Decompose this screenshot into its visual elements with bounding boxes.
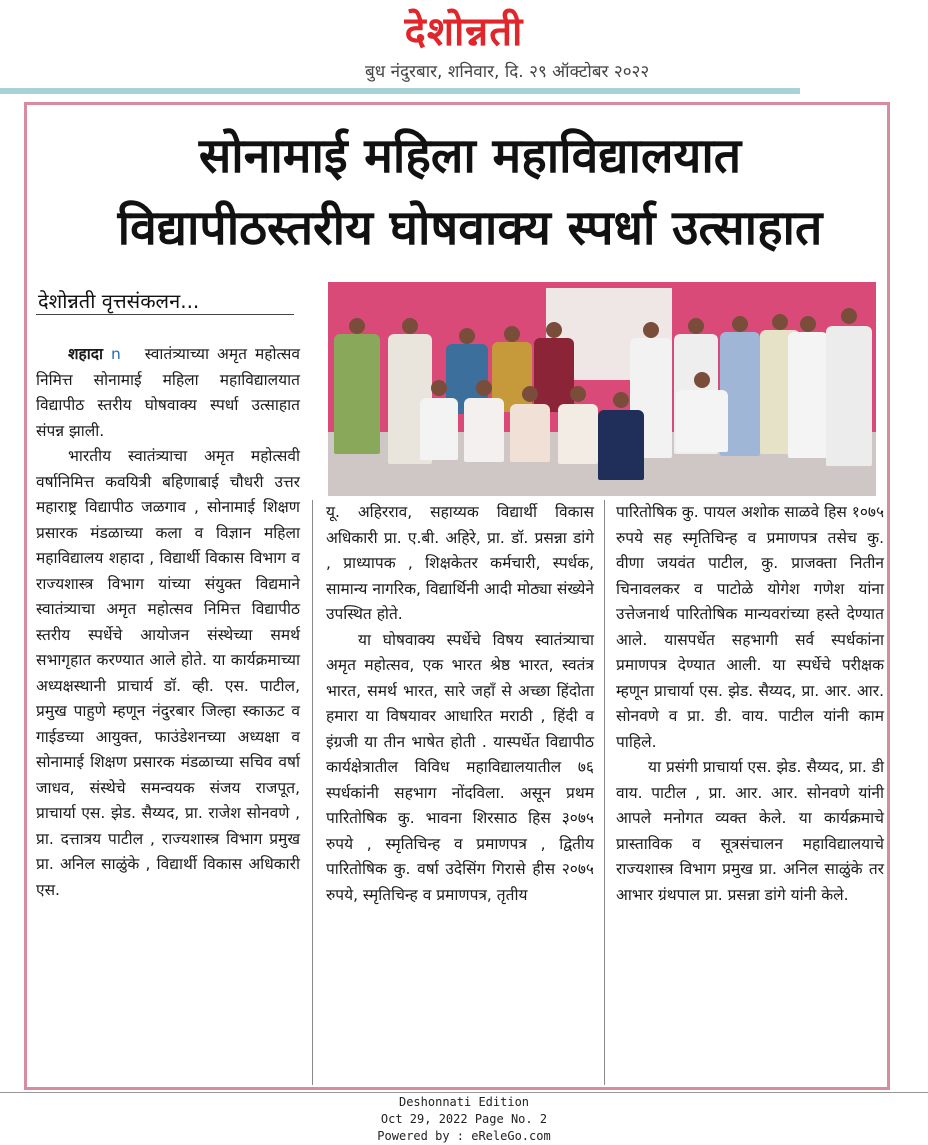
paragraph: पारितोषिक कु. पायल अशोक साळवे हिस १०७५ रुपये सह स्मृतिचिन्ह व प्रमाणपत्र तसेच कु. वीणा जयवंत पाटील, कु. प्राजक्ता नितीन चिनावलकर व पाटोळे योगेश गणेश यांना उत्तेजनार्थ पारितोषिक मान्यवरांच्या हस्ते देण्यात आले. यासपर्धेत सहभागी सर्व स्पर्धकांना प्रमाणपत्र देण्यात आली. या स्पर्धेचे परीक्षक म्हणून प्राचार्या एस. झेड. सैय्यद, प्रा. आर. आर. सोनवणे व प्रा. डी. वाय. पाटील यांनी काम पाहिले.	[616, 503, 884, 751]
person-head	[431, 380, 447, 396]
column-divider	[312, 500, 313, 1085]
paragraph: भारतीय स्वातंत्र्याचा अमृत महोत्सवी वर्षानिमित्त कवयित्री बहिणाबाई चौधरी उत्तर महाराष्ट्र विद्यापीठ जळगाव , सोनामाई शिक्षण प्रसारक मंडळाच्या कला व विज्ञान महिला महाविद्यालय शहादा , विद्यार्थी विकास विभाग व राज्यशास्त्र विभाग यांच्या संयुक्त विद्यमाने स्वातंत्र्याचा अमृत महोत्सव निमित्त विद्यापीठ स्तरीय स्पर्धेचे आयोजन संस्थेच्या समर्थ सभागृहात करण्यात आले होते. या कार्यक्रमाच्या अध्यक्षस्थानी प्राचार्य डॉ. व्ही. एस. पाटील, प्रमुख पाहुणे म्हणून नंदुरबार जिल्हा स्काऊट व गाईडच्या आयुक्त, फाउंडेशनच्या अध्यक्षा व सोनामाई शिक्षण प्रसारक मंडळाच्या सचिव वर्षा जाधव, संस्थेचे समन्वयक संजय राजपूत, प्राचार्या एस. झेड. सैय्यद, प्रा. राजेश सोनवणे , प्रा. दत्तात्रय पाटील , राज्यशास्त्र विभाग प्रमुख प्रा. अनिल साळुंके , विद्यार्थी विकास अधिकारी एस.	[36, 447, 300, 899]
article-column-1	[36, 342, 300, 903]
person-head	[800, 316, 816, 332]
footer-rule	[0, 1092, 928, 1093]
footer-powered-by[interactable]: Powered by : eReleGo.com	[377, 1129, 551, 1143]
person-figure	[464, 398, 504, 462]
paragraph: या घोषवाक्य स्पर्धेचे विषय स्वातंत्र्याचा अमृत महोत्सव, एक भारत श्रेष्ठ भारत, स्वतंत्र भारत, समर्थ भारत, सारे जहाँ से अच्छा हिंदोता हमारा या विषयावर आधारित मराठी , हिंदी व इंग्रजी या तीन भाषेत होती . यास्पर्धेत विद्यापीठ कार्यक्षेत्रातील विविध महाविद्यालयातील ७६ स्पर्धकांनी सहभाग नोंदविला. असून प्रथम पारितोषिक कु. भावना शिरसाठ हिस ३०७५ रुपये , स्मृतिचिन्ह व प्रमाणपत्र , द्वितीय पारितोषिक कु. वर्षा उदेसिंग गिरासे हीस २०७५ रुपये, स्मृतिचिन्ह व प्रमाणपत्र, तृतीय	[326, 630, 594, 904]
person-figure	[510, 404, 550, 462]
column-divider	[604, 500, 605, 1085]
masthead-logo: देशोन्नती	[404, 9, 524, 55]
person-figure	[334, 334, 380, 454]
article-column-2	[326, 500, 594, 908]
person-head	[570, 386, 586, 402]
person-head	[613, 392, 629, 408]
paragraph: यू. अहिरराव, सहाय्यक विद्यार्थी विकास अधिकारी प्रा. ए.बी. अहिरे, प्रा. डॉ. प्रसन्ना डांगे , प्राध्यापक , शिक्षकेतर कर्मचारी, स्पर्धक, सामान्य नागरिक, विद्यार्थिनी आदी मोठ्या संख्येने उपस्थित होते.	[326, 503, 594, 623]
top-rule	[0, 88, 800, 94]
headline-line-2: विद्यापीठस्तरीय घोषवाक्य स्पर्धा उत्साहात	[117, 200, 823, 256]
person-head	[546, 322, 562, 338]
person-head	[459, 328, 475, 344]
place-marker: n	[111, 345, 121, 363]
person-head	[643, 322, 659, 338]
person-head	[504, 326, 520, 342]
byline: देशोन्नती वृत्तसंकलन...	[38, 289, 200, 313]
person-head	[402, 318, 418, 334]
person-figure	[558, 404, 598, 464]
dateline: बुध नंदुरबार, शनिवार, दि. २९ ऑक्टोबर २०२२	[365, 62, 650, 82]
article-column-3	[616, 500, 884, 908]
footer	[0, 1094, 928, 1145]
paragraph: या प्रसंगी प्राचार्या एस. झेड. सैय्यद, प्रा. डी वाय. पाटील , प्रा. आर. आर. सोनवणे यांनी आपले मनोगत व्यक्त केले. या कार्यक्रमाचे प्रास्ताविक व सूत्रसंचालन महाविद्यालयाचे राज्यशास्त्र विभाग प्रमुख प्रा. अनिल साळुंके तर आभार ग्रंथपाल प्रा. प्रसन्ना डांगे यांनी केले.	[616, 758, 884, 904]
person-head	[476, 380, 492, 396]
lead-paragraph: स्वातंत्र्याच्या अमृत महोत्सव निमित्त सोनामाई महिला महाविद्यालयात विद्यापीठ स्तरीय घोषवाक्य स्पर्धा उत्साहात संपन्न झाली.	[36, 345, 300, 440]
dateline-place: शहादा	[68, 345, 104, 363]
person-figure	[676, 390, 728, 452]
footer-edition: Deshonnati Edition	[398, 1095, 530, 1109]
person-head	[841, 308, 857, 324]
person-head	[772, 314, 788, 330]
footer-date-page: Oct 29, 2022 Page No. 2	[380, 1112, 548, 1126]
headline-line-1: सोनामाई महिला महाविद्यालयात	[198, 128, 742, 184]
person-head	[732, 316, 748, 332]
person-figure	[826, 326, 872, 466]
event-group-photo	[328, 282, 876, 496]
person-figure	[534, 338, 574, 412]
person-head	[349, 318, 365, 334]
person-figure	[420, 398, 458, 460]
byline-rule	[36, 314, 294, 315]
person-figure	[598, 410, 644, 480]
person-head	[688, 318, 704, 334]
person-figure	[788, 332, 828, 458]
person-head	[694, 372, 710, 388]
person-head	[522, 386, 538, 402]
